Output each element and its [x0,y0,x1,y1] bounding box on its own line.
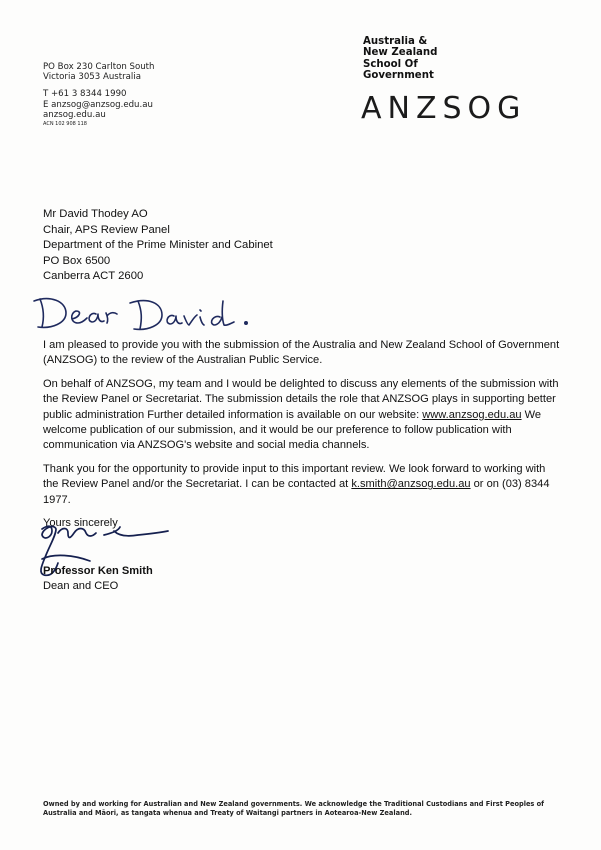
recipient-name: Mr David Thodey AO [43,208,148,220]
signer-title: Dean and CEO [43,580,119,592]
organisation-name-line4: Government [363,70,434,82]
footer-acknowledgement: Owned by and working for Australian and New Zealand governments. We acknowledge the Traditional Custodians and First Peoples of Australia and Māori, as tangata whenua and Treaty of Waitangi partners in Aotearoa-New Zealand. [43,800,545,817]
sender-address-line2: Victoria 3053 Australia [43,72,141,83]
p3-text-end: or on (03) 8344 1977. [43,478,550,506]
email-link[interactable]: k.smith@anzsog.edu.au [351,478,471,491]
sender-contact-block [43,62,243,128]
website-link[interactable]: www.anzsog.edu.au [422,408,522,421]
closing: Yours sincerely [43,517,118,530]
sender-email: E anzsog@anzsog.edu.au [43,99,153,110]
signer-name: Professor Ken Smith [43,565,153,577]
letter-body [43,338,563,540]
sender-acn: ACN 102 908 118 [43,121,87,128]
organisation-name-line1: Australia & [363,36,428,47]
recipient-address [43,207,273,285]
logo-text: ANZSOG [361,91,527,126]
signer-block [43,564,153,594]
recipient-po-box: PO Box 6500 [43,254,111,267]
sender-website: anzsog.edu.au [43,109,106,120]
recipient-department: Department of the Prime Minister and Cabinet [43,239,273,252]
sender-phone: T +61 3 8344 1990 [43,89,127,100]
organisation-name-line2: New Zealand [363,47,438,59]
sender-address-line1: PO Box 230 Carlton South [43,62,155,72]
p2-text-end: We welcome publication of our submission, and it would be our preference to follow publication with communication via ANZSOG's website and social media channels. [43,408,542,452]
p2-text-start: On behalf of ANZSOG, my team and I would be delighted to discuss any elements of the submission with the Review Panel or Secretariat. The submission details the role that ANZSOG plays in supporting better public administration Further detailed information is available on our website: [43,378,559,421]
handwritten-salutation [30,289,260,337]
p3-text-start: Thank you for the opportunity to provide input to this important review. We look forward to working with the Review Panel and/or the Secretariat. I can be contacted at [43,463,546,491]
body-paragraph-2 [43,377,563,453]
organisation-name-line3: School Of [363,58,418,70]
organisation-name [363,36,483,82]
recipient-city: Canberra ACT 2600 [43,270,144,283]
recipient-role: Chair, APS Review Panel [43,223,170,236]
anzsog-logo [361,92,526,126]
body-paragraph-3 [43,462,563,508]
body-paragraph-1: I am pleased to provide you with the submission of the Australia and New Zealand School of Government (ANZSOG) to the review of the Australian Public Service. [43,339,560,367]
